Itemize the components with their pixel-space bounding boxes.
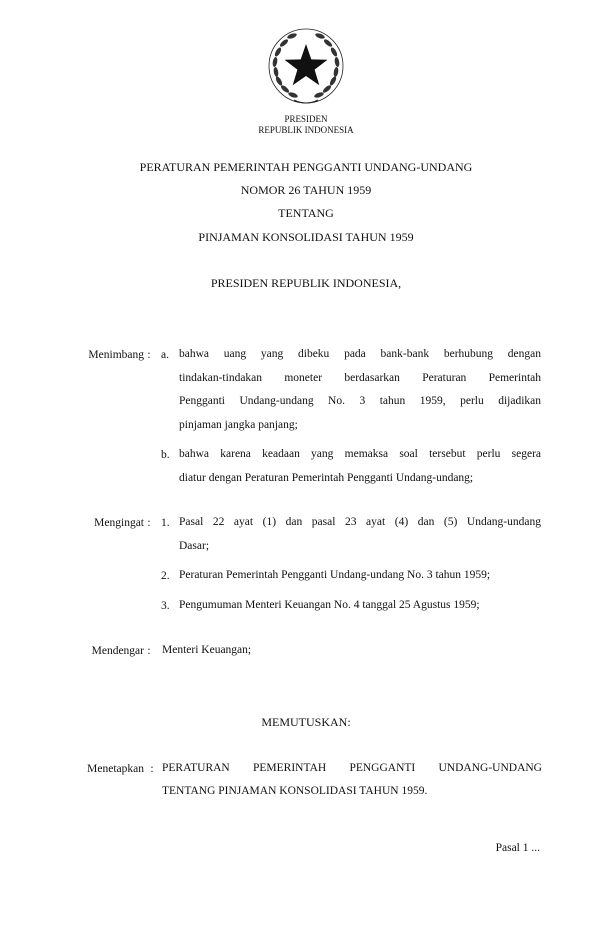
text-line: PERATURAN PEMERINTAH PENGGANTI UNDANG-UNDANG	[162, 762, 542, 774]
menimbang-label: Menimbang	[88, 349, 144, 361]
menimbang-colon: :	[147, 349, 151, 361]
menetapkan-label: Menetapkan	[87, 763, 144, 775]
title-regulation-type: PERATURAN PEMERINTAH PENGGANTI UNDANG-UNDANG	[139, 160, 473, 174]
header-republik-indonesia: REPUBLIK INDONESIA	[258, 125, 354, 135]
text-line: Peraturan Pemerintah Pengganti Undang-undang No. 3 tahun 1959;	[179, 569, 491, 581]
mengingat-item-3-marker: 3.	[161, 600, 170, 612]
menetapkan-colon: :	[150, 763, 154, 775]
mengingat-item-1-text	[179, 511, 541, 558]
text-line: Menteri Keuangan;	[162, 644, 252, 656]
mendengar-label: Mendengar	[91, 645, 144, 657]
mengingat-item-2-text	[179, 564, 541, 588]
text-line: TENTANG PINJAMAN KONSOLIDASI TAHUN 1959.	[162, 785, 428, 797]
menimbang-item-a-marker: a.	[161, 349, 169, 361]
menimbang-item-b-text	[179, 443, 541, 490]
text-line: Pasal 22 ayat (1) dan pasal 23 ayat (4) dan (5) Undang-undang	[179, 516, 541, 528]
text-line: bahwa uang yang dibeku pada bank-bank berhubung dengan	[179, 348, 541, 360]
menimbang-item-b-marker: b.	[161, 449, 170, 461]
mendengar-text	[162, 639, 542, 662]
title-issuer: PRESIDEN REPUBLIK INDONESIA,	[210, 276, 402, 290]
mengingat-item-2-marker: 2.	[161, 570, 170, 582]
text-line: Pengganti Undang-undang No. 3 tahun 1959, perlu dijadikan	[179, 395, 541, 407]
mendengar-colon: :	[147, 645, 151, 657]
memutuskan-heading: MEMUTUSKAN:	[261, 715, 351, 729]
text-line: pinjaman jangka panjang;	[179, 418, 298, 431]
mengingat-label: Mengingat	[94, 517, 144, 529]
presidential-star-emblem-icon	[266, 26, 346, 108]
text-line: tindakan-tindakan moneter berdasarkan Peraturan Pemerintah	[179, 371, 541, 384]
menimbang-item-a-text	[179, 343, 541, 437]
title-tentang: TENTANG	[278, 206, 334, 220]
next-page-reference: Pasal 1 ...	[495, 842, 540, 854]
text-line: bahwa karena keadaan yang memaksa soal tersebut perlu segera	[179, 448, 541, 460]
title-subject: PINJAMAN KONSOLIDASI TAHUN 1959	[198, 230, 414, 244]
text-line: Pengumuman Menteri Keuangan No. 4 tanggal 25 Agustus 1959;	[179, 599, 480, 611]
menetapkan-text	[162, 757, 542, 803]
text-line: Dasar;	[179, 539, 210, 552]
header-presiden: PRESIDEN	[284, 114, 328, 124]
title-number: NOMOR 26 TAHUN 1959	[240, 183, 372, 197]
mengingat-item-1-marker: 1.	[161, 517, 170, 529]
text-line: diatur dengan Peraturan Pemerintah Pengganti Undang-undang;	[179, 471, 474, 484]
mengingat-item-3-text	[179, 594, 541, 618]
mengingat-colon: :	[147, 517, 151, 529]
